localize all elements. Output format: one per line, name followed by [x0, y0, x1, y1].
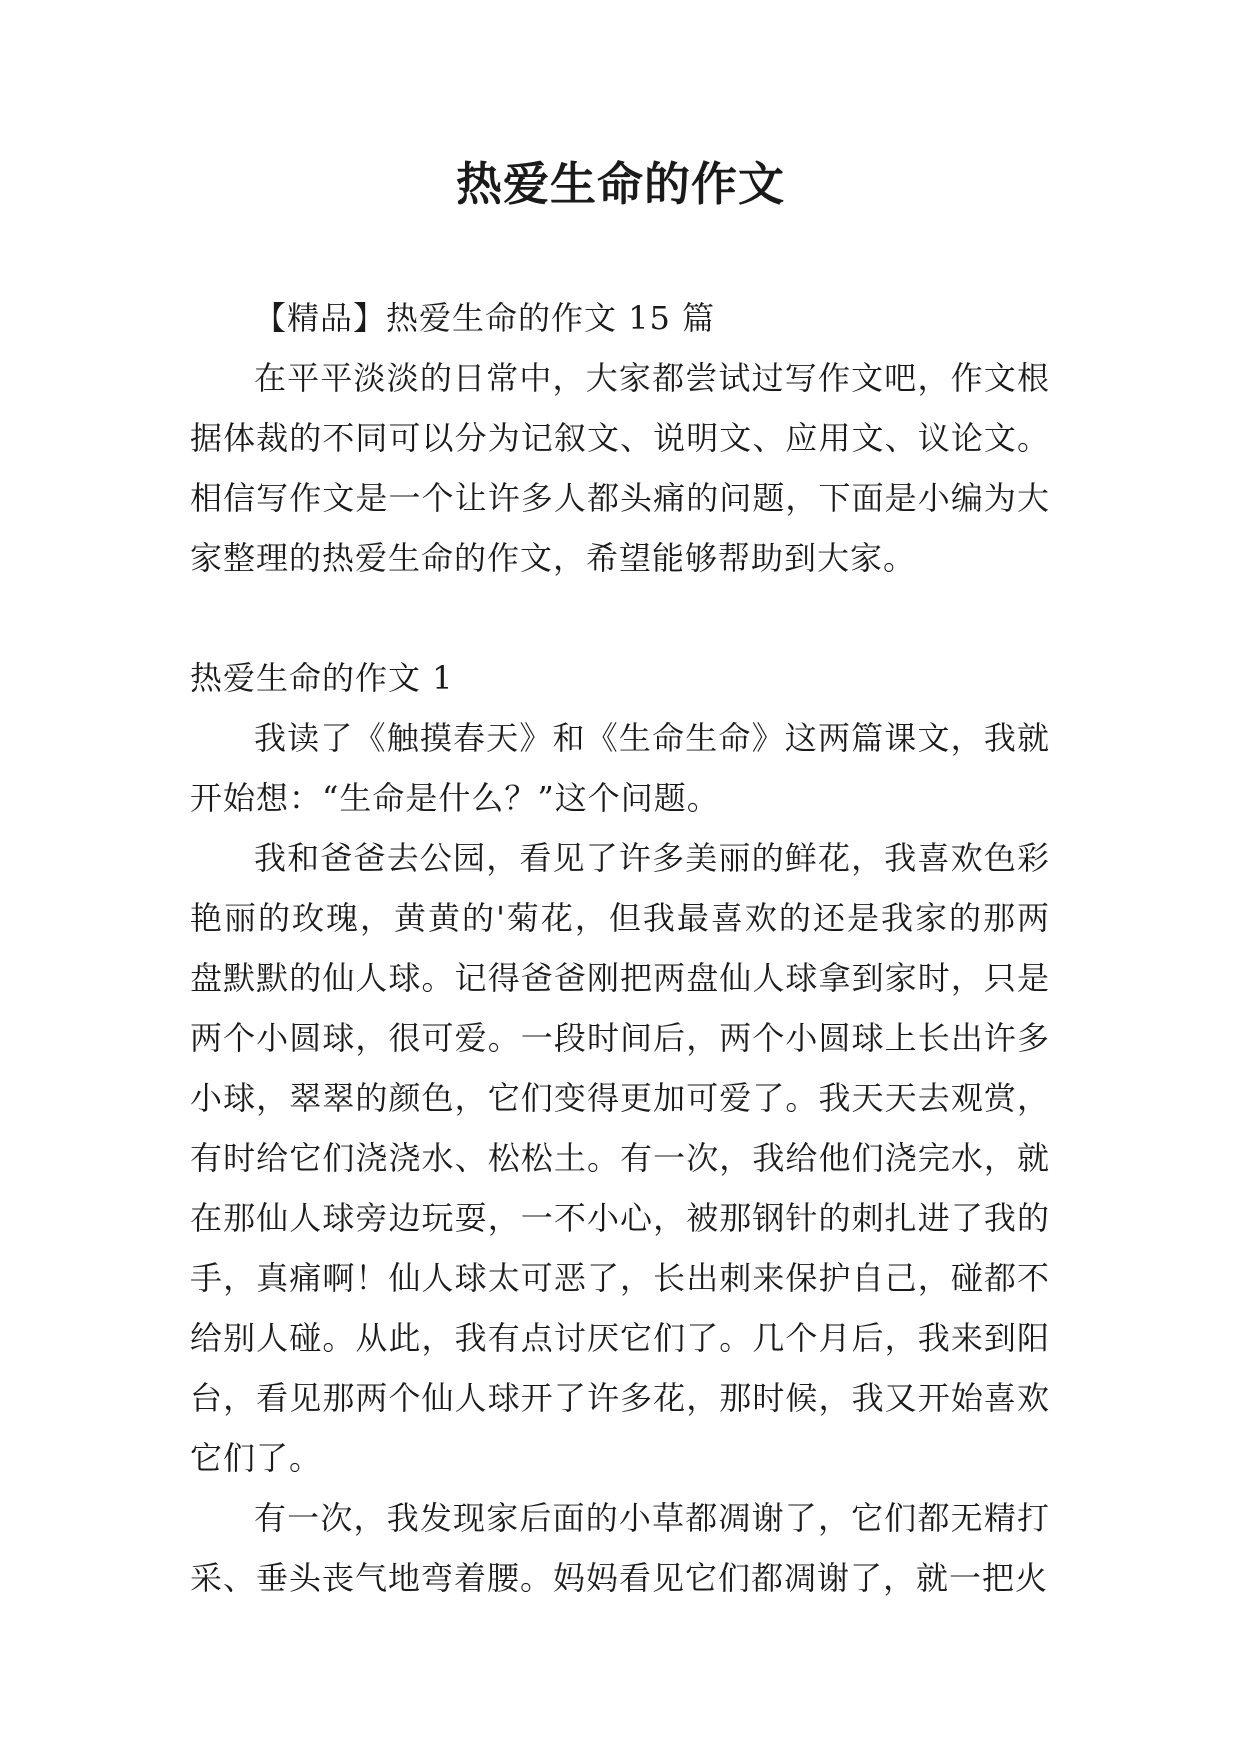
body-paragraph: 我和爸爸去公园，看见了许多美丽的鲜花，我喜欢色彩艳丽的玫瑰，黄黄的'菊花，但我最喜欢的还是我家的那两盘默默的仙人球。记得爸爸刚把两盘仙人球拿到家时，只是两个小圆球，很可爱。一段时间后，两个小圆球上长出许多小球，翠翠的颜色，它们变得更加可爱了。我天天去观赏，有时给它们浇浇水、松松土。有一次，我给他们浇完水，就在那仙人球旁边玩耍，一不小心，被那钢针的刺扎进了我的手，真痛啊！仙人球太可恶了，长出刺来保护自己，碰都不给别人碰。从此，我有点讨厌它们了。几个月后，我来到阳台，看见那两个仙人球开了许多花，那时候，我又开始喜欢它们了。: [190, 839, 1050, 1477]
document-body: [190, 288, 1050, 1608]
section-heading: 热爱生命的作文 1: [190, 659, 454, 697]
document-title: 热爱生命的作文: [456, 157, 785, 211]
section-gap: [190, 588, 1050, 648]
intro-paragraph: 在平平淡淡的日常中，大家都尝试过写作文吧，作文根据体裁的不同可以分为记叙文、说明文、应用文、议论文。相信写作文是一个让许多人都头痛的问题，下面是小编为大家整理的热爱生命的作文，希望能够帮助到大家。: [190, 359, 1050, 577]
body-paragraph: 有一次，我发现家后面的小草都凋谢了，它们都无精打采、垂头丧气地弯着腰。妈妈看见它们都凋谢了，就一把火: [190, 1499, 1050, 1597]
body-paragraph: 我读了《触摸春天》和《生命生命》这两篇课文，我就开始想：“生命是什么？”这个问题。: [190, 719, 1050, 817]
subtitle-line: 【精品】热爱生命的作文 15 篇: [254, 299, 716, 337]
